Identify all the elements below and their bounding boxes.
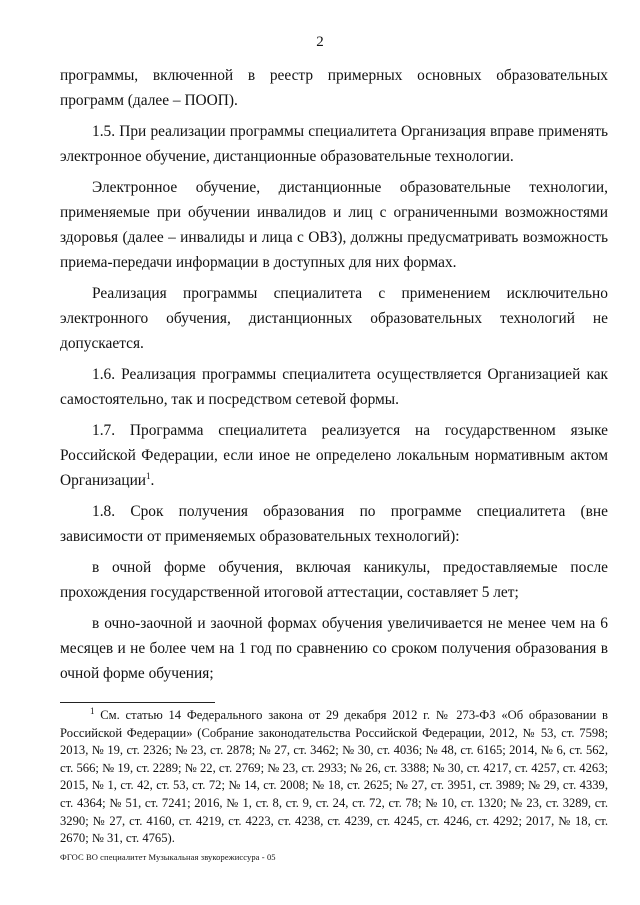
footnote-marker: 1 — [90, 705, 95, 716]
footnote-reference: 1 — [146, 470, 151, 481]
body-text — [60, 63, 608, 692]
paragraph-1-7-text: 1.7. Программа специалитета реализуется на государственном языке Российской Федерации, если иное не определено локальным нормативным актом Организации — [60, 422, 608, 489]
paragraph-0: программы, включенной в реестр примерных основных образовательных программ (далее – ПООП). — [60, 67, 608, 109]
footnote-divider — [60, 702, 215, 703]
footnote — [60, 707, 608, 848]
paragraph-full-time: в очной форме обучения, включая каникулы, предоставляемые после прохождения государственной итоговой аттестации, составляет 5 лет; — [60, 559, 608, 601]
footnote-text: См. статью 14 Федерального закона от 29 декабря 2012 г. № 273-ФЗ «Об образовании в Российской Федерации» (Собрание законодательства Российской Федерации, 2012, № 53, ст. 7598; 2013, № 19, ст. 2326; № 23, ст. 2878; № 27, ст. 3462; № 30, ст. 4036; № 48, ст. 6165; 2014, № 6, ст. 562, ст. 566; № 19, ст. 2289; № 22, ст. 2769; № 23, ст. 2933; № 26, ст. 3388; № 30, ст. 4217, ст. 4257, ст. 4263; 2015, № 1, ст. 42, ст. 53, ст. 72; № 14, ст. 2008; № 18, ст. 2625; № 27, ст. 3951, ст. 3989; № 29, ст. 4339, ст. 4364; № 51, ст. 7241; 2016, № 1, ст. 8, ст. 9, ст. 24, ст. 72, ст. 78; № 10, ст. 1320; № 23, ст. 3289, ст. 3290; № 27, ст. 4160, ст. 4219, ст. 4223, ст. 4238, ст. 4239, ст. 4245, ст. 4246, ст. 4292; 2017, № 18, ст. 2670; № 31, ст. 4765). — [60, 708, 608, 846]
paragraph-distance-learning: Электронное обучение, дистанционные образовательные технологии, применяемые при обучении инвалидов и лиц с ограниченными возможностями здоровья (далее – инвалиды и лица с ОВЗ), должны предусматривать возможность приема-передачи информации в доступных для них формах. — [60, 179, 608, 271]
page-number: 2 — [316, 34, 324, 50]
paragraph-part-time: в очно-заочной и заочной формах обучения увеличивается не менее чем на 6 месяцев и не более чем на 1 год по сравнению со сроком получения образования в очной форме обучения; — [60, 615, 608, 682]
paragraph-1-6: 1.6. Реализация программы специалитета осуществляется Организацией как самостоятельно, так и посредством сетевой формы. — [60, 366, 608, 408]
page-footer: ФГОС ВО специалитет Музыкальная звукорежиссура - 05 — [60, 852, 276, 862]
paragraph-exclusive-elearning: Реализация программы специалитета с применением исключительно электронного обучения, дистанционных образовательных технологий не допускается. — [60, 285, 608, 352]
paragraph-1-5: 1.5. При реализации программы специалитета Организация вправе применять электронное обучение, дистанционные образовательные технологии. — [60, 123, 608, 165]
paragraph-1-7: 1.7. Программа специалитета реализуется на государственном языке Российской Федерации, если иное не определено локальным нормативным актом Организации$^1$. — [60, 422, 608, 489]
paragraph-1-8: 1.8. Срок получения образования по программе специалитета (вне зависимости от применяемых образовательных технологий): — [60, 503, 608, 545]
